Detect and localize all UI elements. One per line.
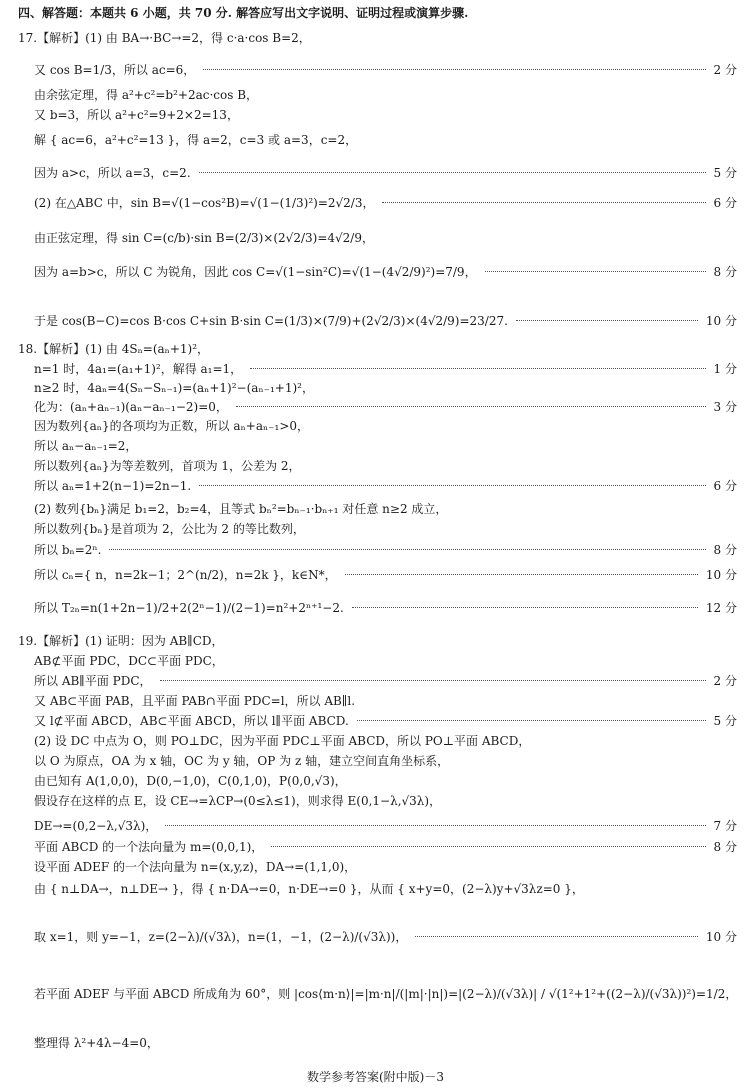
line-text: 又 cos B=1/3，所以 ac=6， xyxy=(34,63,196,77)
line-text: 因为数列{aₙ}的各项均为正数，所以 aₙ+aₙ₋₁>0， xyxy=(34,419,310,433)
dotted-leader xyxy=(345,574,698,575)
line-text: 若平面 ADEF 与平面 ABCD 所成角为 60°，则 |cos⟨m·n⟩|=|m·n|/(|m|·|n|)=|(2−λ)/(√3λ)| / √(1²+1²+((2−λ)/(√3λ))²)=1/2， xyxy=(34,987,738,1001)
score-mark: 6 分 xyxy=(713,479,737,493)
dotted-leader xyxy=(415,936,698,937)
line-text: 因为 a>c，所以 a=3，c=2. xyxy=(34,166,191,180)
score-mark: 10 分 xyxy=(705,314,737,328)
line-text: (2) 设 DC 中点为 O，则 PO⊥DC，因为平面 PDC⊥平面 ABCD，所以 PO⊥平面 ABCD， xyxy=(34,734,531,748)
line-text: 所以 AB∥平面 PDC， xyxy=(34,674,152,688)
score-mark: 2 分 xyxy=(713,674,737,688)
page-footer: 数学参考答案(附中版)－3 xyxy=(307,1070,444,1084)
solution-line xyxy=(0,231,751,261)
dotted-leader xyxy=(271,846,705,847)
line-text: 由已知有 A(1,0,0)，D(0,−1,0)，C(0,1,0)，P(0,0,√3)， xyxy=(34,774,347,788)
line-text: 设平面 ADEF 的一个法向量为 n=(x,y,z)，DA→=(1,1,0)， xyxy=(34,860,357,874)
section-header: 四、解答题：本题共 6 小题，共 70 分. 解答应写出文字说明、证明过程或演算步骤. xyxy=(18,6,469,20)
dotted-leader xyxy=(516,320,698,321)
score-mark: 12 分 xyxy=(705,601,737,615)
line-text: 解 { ac=6，a²+c²=13 }，得 a=2，c=3 或 a=3，c=2， xyxy=(34,133,358,147)
dotted-leader xyxy=(250,368,705,369)
score-mark: 3 分 xyxy=(713,400,737,414)
solution-line xyxy=(0,133,751,163)
score-mark: 8 分 xyxy=(713,543,737,557)
dotted-leader xyxy=(165,825,705,826)
line-text: 17.【解析】(1) 由 BA→·BC→=2，得 c·a·cos B=2， xyxy=(18,31,311,45)
line-text: 又 AB⊂平面 PAB，且平面 PAB∩平面 PDC=l，所以 AB∥l. xyxy=(34,694,356,708)
dotted-leader xyxy=(236,406,706,407)
line-text: 假设存在这样的点 E，设 CE→=λCP→(0≤λ≤1)，则求得 E(0,1−λ,√3λ)， xyxy=(34,794,442,808)
line-text: 因为 a=b>c，所以 C 为锐角，因此 cos C=√(1−sin²C)=√(1−(4√2/9)²)=7/9， xyxy=(34,265,477,279)
line-text: 所以 aₙ−aₙ₋₁=2， xyxy=(34,439,138,453)
dotted-leader xyxy=(109,549,705,550)
line-text: 所以 bₙ=2ⁿ. xyxy=(34,543,102,557)
dotted-leader xyxy=(382,202,705,203)
solution-line xyxy=(0,166,751,196)
line-text: AB⊄平面 PDC，DC⊂平面 PDC， xyxy=(34,654,224,668)
dotted-leader xyxy=(199,485,705,486)
line-text: 19.【解析】(1) 证明：因为 AB∥CD， xyxy=(18,634,224,648)
dotted-leader xyxy=(199,172,706,173)
line-text: 18.【解析】(1) 由 4Sₙ=(aₙ+1)²， xyxy=(18,342,210,356)
line-text: 又 b=3，所以 a²+c²=9+2×2=13， xyxy=(34,108,239,122)
solution-line xyxy=(0,987,751,1017)
solution-line xyxy=(0,601,751,631)
dotted-leader xyxy=(160,680,706,681)
dotted-leader xyxy=(485,271,706,272)
line-text: 所以 T₂ₙ=n(1+2n−1)/2+2(2ⁿ−1)/(2−1)=n²+2ⁿ⁺¹−2. xyxy=(34,601,344,615)
solution-line xyxy=(0,196,751,226)
dotted-leader xyxy=(203,69,705,70)
line-text: 取 x=1，则 y=−1，z=(2−λ)/(√3λ)，n=(1，−1，(2−λ)/(√3λ))， xyxy=(34,930,408,944)
dotted-leader xyxy=(357,720,706,721)
solution-line xyxy=(0,265,751,295)
line-text: (2) 数列{bₙ}满足 b₁=2，b₂=4，且等式 bₙ²=bₙ₋₁·bₙ₊₁ 对任意 n≥2 成立， xyxy=(34,502,448,516)
solution-line xyxy=(0,1036,751,1066)
line-text: 以 O 为原点，OA 为 x 轴，OC 为 y 轴，OP 为 z 轴，建立空间直角坐标系， xyxy=(34,754,450,768)
solution-line xyxy=(0,314,751,344)
line-text: 平面 ABCD 的一个法向量为 m=(0,0,1)， xyxy=(34,840,264,854)
line-text: 化为：(aₙ+aₙ₋₁)(aₙ−aₙ₋₁−2)=0， xyxy=(34,400,228,414)
line-text: 又 l⊄平面 ABCD，AB⊂平面 ABCD，所以 l∥平面 ABCD. xyxy=(34,714,349,728)
solution-line xyxy=(0,882,751,912)
line-text: 由 { n⊥DA→，n⊥DE→ }，得 { n·DA→=0，n·DE→=0 }，从而 { x+y=0，(2−λ)y+√3λz=0 }， xyxy=(34,882,584,896)
score-mark: 5 分 xyxy=(713,714,737,728)
line-text: (2) 在△ABC 中，sin B=√(1−cos²B)=√(1−(1/3)²)=2√2/3， xyxy=(34,196,375,210)
score-mark: 10 分 xyxy=(705,930,737,944)
line-text: 由正弦定理，得 sin C=(c/b)·sin B=(2/3)×(2√2/3)=4√2/9， xyxy=(34,231,374,245)
line-text: 所以 cₙ={ n，n=2k−1；2^(n/2)，n=2k }，k∈N*， xyxy=(34,568,337,582)
score-mark: 7 分 xyxy=(713,819,737,833)
solution-line xyxy=(0,568,751,598)
solution-line xyxy=(0,31,751,61)
line-text: 所以数列{aₙ}为等差数列，首项为 1，公差为 2， xyxy=(34,459,301,473)
score-mark: 5 分 xyxy=(713,166,737,180)
score-mark: 1 分 xyxy=(713,362,737,376)
line-text: DE→=(0,2−λ,√3λ)， xyxy=(34,819,158,833)
line-text: n=1 时，4a₁=(a₁+1)²，解得 a₁=1， xyxy=(34,362,243,376)
score-mark: 6 分 xyxy=(713,196,737,210)
score-mark: 10 分 xyxy=(705,568,737,582)
line-text: n≥2 时，4aₙ=4(Sₙ−Sₙ₋₁)=(aₙ+1)²−(aₙ₋₁+1)²， xyxy=(34,381,314,395)
solution-line xyxy=(0,930,751,960)
score-mark: 8 分 xyxy=(713,265,737,279)
line-text: 由余弦定理，得 a²+c²=b²+2ac·cos B， xyxy=(34,88,259,102)
line-text: 所以数列{bₙ}是首项为 2，公比为 2 的等比数列， xyxy=(34,522,305,536)
score-mark: 2 分 xyxy=(713,63,737,77)
line-text: 所以 aₙ=1+2(n−1)=2n−1. xyxy=(34,479,192,493)
dotted-leader xyxy=(352,607,698,608)
line-text: 于是 cos(B−C)=cos B·cos C+sin B·sin C=(1/3)×(7/9)+(2√2/3)×(4√2/9)=23/27. xyxy=(34,314,508,328)
line-text: 整理得 λ²+4λ−4=0， xyxy=(34,1036,159,1050)
score-mark: 8 分 xyxy=(713,840,737,854)
